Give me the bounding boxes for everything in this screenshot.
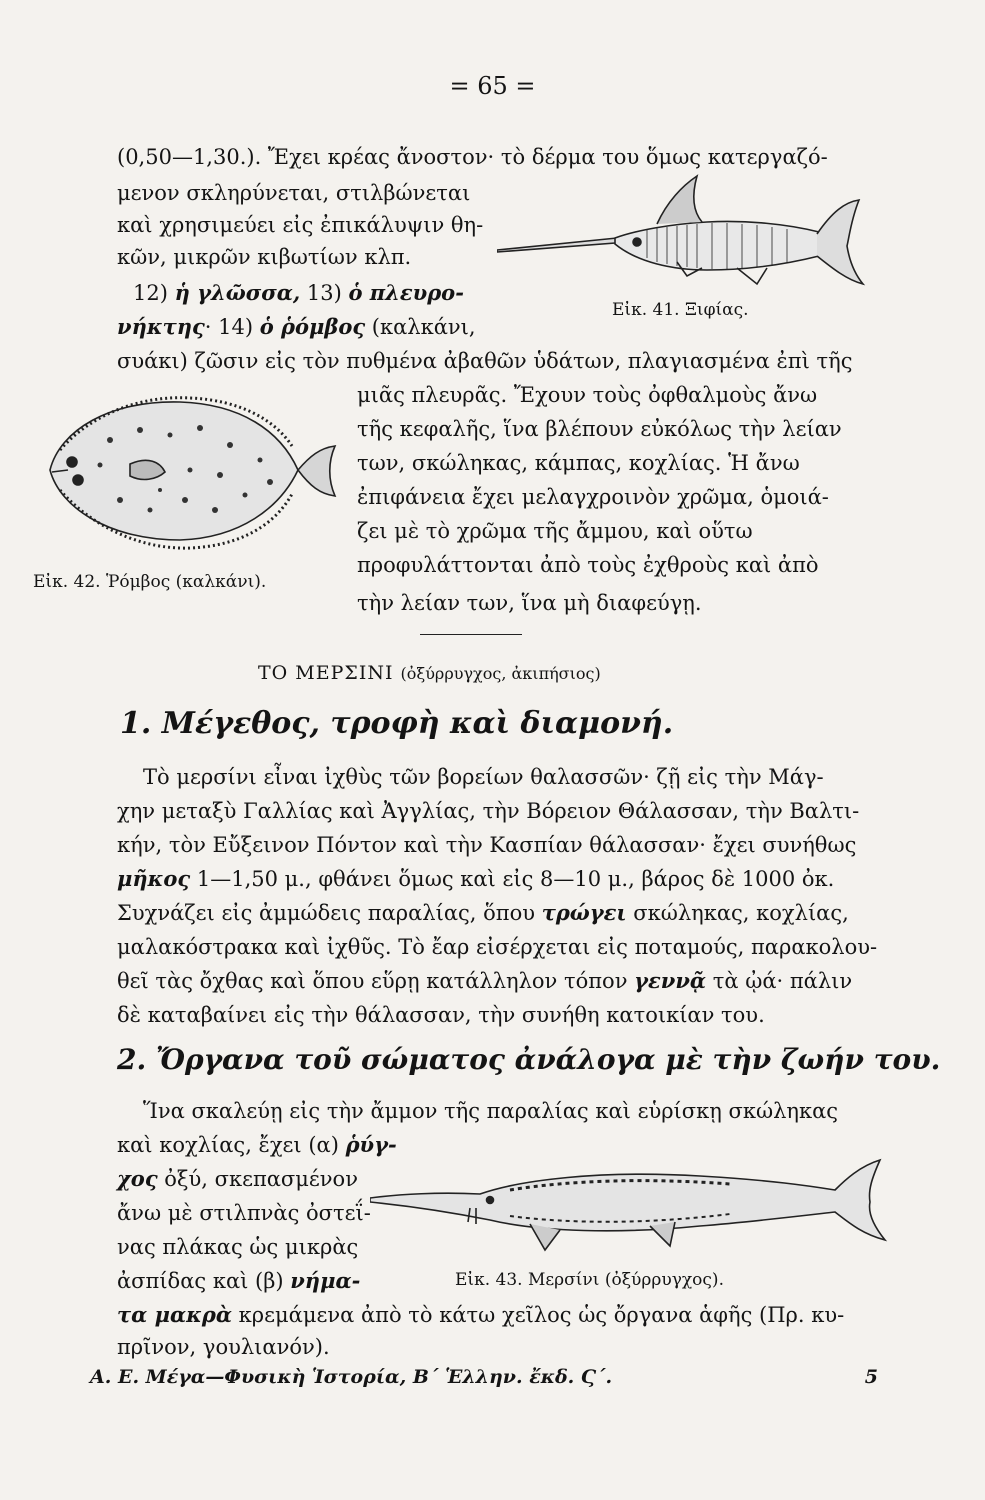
text-line: θεῖ τὰς ὄχθας καὶ ὅπου εὕρῃ κατάλληλον τόπον γεννᾷ τὰ ᾠά· πάλιν: [117, 968, 853, 993]
text-line: καὶ χρησιμεύει εἰς ἐπικάλυψιν θη-: [117, 213, 484, 237]
text-line: τῆς κεφαλῆς, ἵνα βλέπουν εὐκόλως τὴν λείαν: [357, 417, 842, 441]
figure-caption: Εἰκ. 43. Μερσίνι (ὀξύρρυγχος).: [455, 1270, 724, 1290]
section-divider: [420, 634, 522, 635]
text-line: ἀσπίδας καὶ (β) νήμα-: [117, 1268, 361, 1293]
text-line: καὶ κοχλίας, ἔχει (α) ῥύγ-: [117, 1132, 397, 1157]
text-line: των, σκώληκας, κάμπας, κοχλίας. Ἡ ἄνω: [357, 451, 800, 475]
text-line: (0,50—1,30.). Ἔχει κρέας ἄνοστον· τὸ δέρμα του ὅμως κατεργαζό-: [117, 145, 828, 169]
text-line: ἄνω μὲ στιλπνὰς ὀστεΐ-: [117, 1201, 371, 1225]
text-line: μιᾶς πλευρᾶς. Ἔχουν τοὺς ὀφθαλμοὺς ἄνω: [357, 383, 818, 407]
text-line: Τὸ μερσίνι εἶναι ἰχθὺς τῶν βορείων θαλασσῶν· ζῇ εἰς τὴν Μάγ-: [143, 765, 824, 789]
swordfish-illustration: [497, 172, 872, 292]
footer-signature: 5: [864, 1366, 878, 1388]
text-line: μενον σκληρύνεται, στιλβώνεται: [117, 181, 471, 205]
text-line: τὴν λείαν των, ἵνα μὴ διαφεύγῃ.: [357, 591, 702, 615]
figure-caption: Εἰκ. 42. Ῥόμβος (καλκάνι).: [33, 572, 267, 592]
text-line: ζει μὲ τὸ χρῶμα τῆς ἄμμου, καὶ οὕτω: [357, 519, 753, 543]
sturgeon-illustration: [370, 1150, 890, 1260]
footer: [90, 1366, 878, 1388]
page-number: = 65 =: [449, 72, 536, 100]
heading-size-food-habitat: 1. Μέγεθος, τροφὴ καὶ διαμονή.: [120, 706, 674, 741]
section-title: ΤΟ ΜΕΡΣΙΝΙ (ὀξύρρυγχος, ἀκιπήσιος): [258, 662, 601, 684]
text-line: κήν, τὸν Εὔξεινον Πόντον καὶ τὴν Κασπίαν θάλασσαν· ἔχει συνήθως: [117, 833, 857, 857]
figure-caption: Εἰκ. 41. Ξιφίας.: [612, 300, 749, 320]
footer-citation: Α. Ε. Μέγα—Φυσικὴ Ἱστορία, Β΄ Ἑλλην. ἔκδ. Ϛ΄.: [90, 1366, 613, 1388]
text-line: μαλακόστρακα καὶ ἰχθῦς. Τὸ ἔαρ εἰσέρχεται εἰς ποταμούς, παρακολου-: [117, 935, 878, 959]
text-line: 12) ἡ γλῶσσα, 13) ὁ πλευρο-: [133, 280, 464, 305]
text-line: ἐπιφάνεια ἔχει μελαγχροινὸν χρῶμα, ὁμοιά-: [357, 485, 829, 509]
text-line: Συχνάζει εἰς ἀμμώδεις παραλίας, ὅπου τρώγει σκώληκας, κοχλίας,: [117, 900, 849, 925]
text-line: Ἵνα σκαλεύῃ εἰς τὴν ἄμμον τῆς παραλίας καὶ εὑρίσκῃ σκώληκας: [143, 1099, 839, 1123]
text-line: χος ὀξύ, σκεπασμένον: [117, 1166, 358, 1191]
text-line: τα μακρὰ κρεμάμενα ἀπὸ τὸ κάτω χεῖλος ὡς ὄργανα ἁφῆς (Πρ. κυ-: [117, 1302, 845, 1327]
text-line: πρῖνον, γουλιανόν).: [117, 1335, 330, 1359]
text-line: κῶν, μικρῶν κιβωτίων κλπ.: [117, 245, 412, 269]
text-line: προφυλάττονται ἀπὸ τοὺς ἐχθροὺς καὶ ἀπὸ: [357, 553, 819, 577]
text-line: δὲ καταβαίνει εἰς τὴν θάλασσαν, τὴν συνήθη κατοικίαν του.: [117, 1003, 765, 1027]
text-line: χην μεταξὺ Γαλλίας καὶ Ἀγγλίας, τὴν Βόρειον Θάλασσαν, τὴν Βαλτι-: [117, 799, 860, 823]
text-line: νας πλάκας ὡς μικρὰς: [117, 1235, 359, 1259]
heading-body-organs: 2. Ὄργανα τοῦ σώματος ἀνάλογα μὲ τὴν ζωήν του.: [117, 1043, 941, 1076]
text-line: συάκι) ζῶσιν εἰς τὸν πυθμένα ἀβαθῶν ὑδάτων, πλαγιασμένα ἐπὶ τῆς: [117, 349, 853, 373]
text-line: μῆκος 1—1,50 μ., φθάνει ὅμως καὶ εἰς 8—10 μ., βάρος δὲ 1000 ὀκ.: [117, 866, 835, 891]
text-line: νήκτης· 14) ὁ ῥόμβος (καλκάνι,: [117, 314, 476, 339]
turbot-illustration: [30, 390, 340, 575]
